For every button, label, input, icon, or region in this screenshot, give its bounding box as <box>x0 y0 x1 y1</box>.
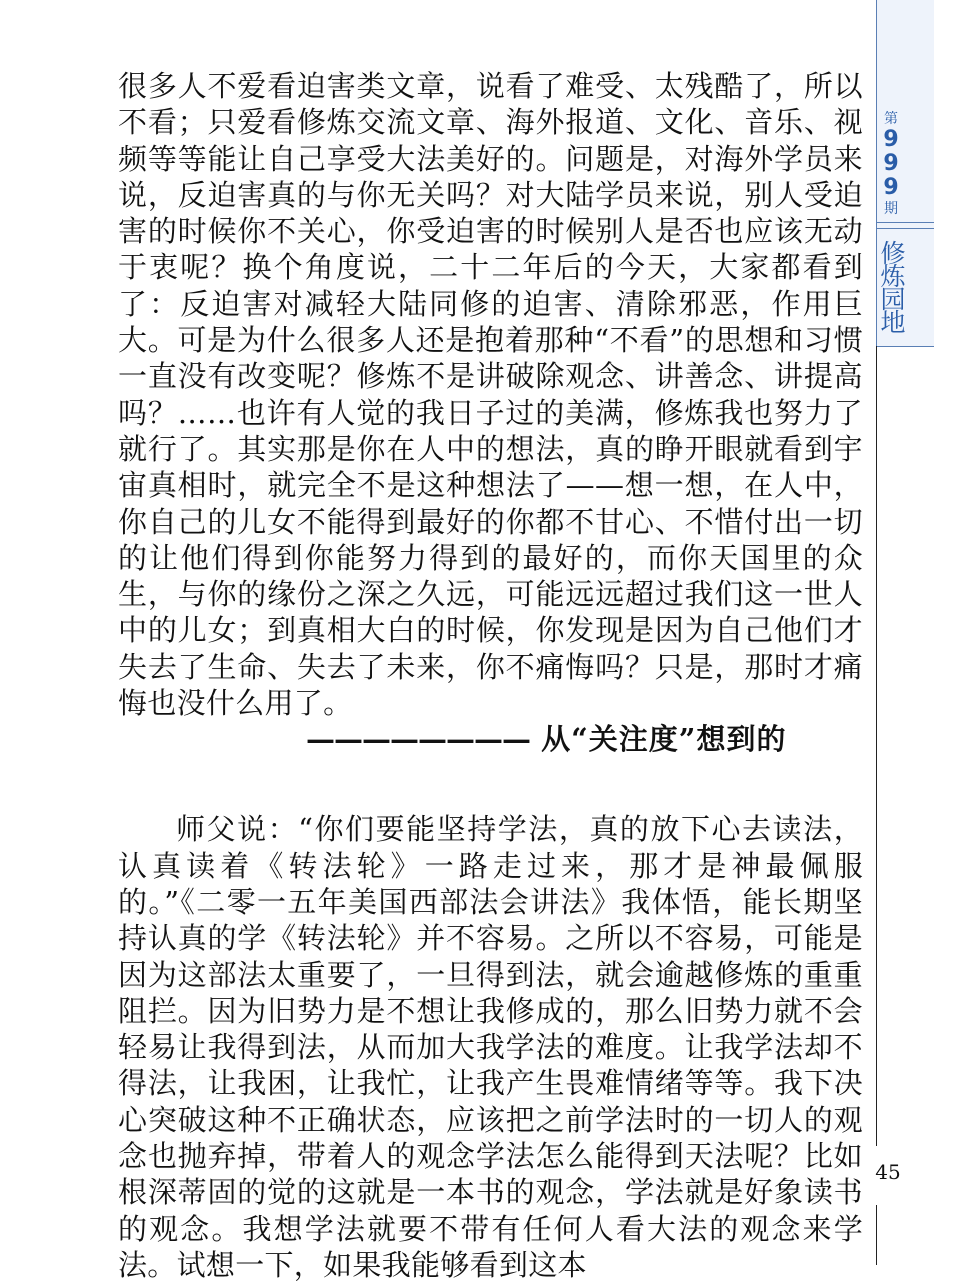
paragraph: 很多人不爱看迫害类文章，说看了难受、太残酷了，所以不看；只爱看修炼交流文章、海外报道、文化、音乐、视频等等能让自己享受大法美好的。问题是，对海外学员来说，反迫害真的与你无关吗？对大陆学员来说，别人受迫害的时候你不关心，你受迫害的时候别人是否也应该无动于衷呢？换个角度说，二十二年后的今天，大家都看到了：反迫害对减轻大陆同修的迫害、清除邪恶，作用巨大。可是为什么很多人还是抱着那种“不看”的思想和习惯一直没有改变呢？修炼不是讲破除观念、讲善念、讲提高吗？……也许有人觉的我日子过的美满，修炼我也努力了就行了。其实那是你在人中的想法，真的睁开眼就看到宇宙真相时，就完全不是这种想法了——想一想，在人中，你自己的儿女不能得到最好的你都不甘心、不惜付出一切的让他们得到你能努力得到的最好的，而你天国里的众生，与你的缘份之深之久远，可能远远超过我们这一世人中的儿女；到真相大白的时候，你发现是因为自己他们才失去了生命、失去了未来，你不痛悔吗？只是，那时才痛悔也没什么用了。 <box>118 69 863 721</box>
section-char: 地 <box>880 308 906 337</box>
section-char: 园 <box>880 285 906 314</box>
issue-digit: 9 <box>883 127 899 152</box>
section-char: 修 <box>880 239 906 268</box>
attribution-title: 从“关注度”想到的 <box>541 722 787 757</box>
sidebar-divider-2 <box>876 228 934 229</box>
issue-prefix: 第 <box>884 111 898 127</box>
issue-label <box>876 110 906 218</box>
attribution <box>118 721 863 769</box>
attribution-dash: ———————— <box>306 722 530 757</box>
section-title <box>880 239 906 337</box>
sidebar-divider-3 <box>876 346 934 347</box>
sidebar-divider-1 <box>876 222 934 223</box>
issue-suffix: 期 <box>884 201 898 217</box>
section-char: 炼 <box>880 262 906 291</box>
article-body <box>118 68 863 1283</box>
paragraph: 师父说：“你们要能坚持学法，真的放下心去读法，认真读着《转法轮》一路走过来，那才是神最佩服的。”《二零一五年美国西部法会讲法》我体悟，能长期坚持认真的学《转法轮》并不容易。之所以不容易，可能是因为这部法太重要了，一旦得到法，就会逾越修炼的重重阻拦。因为旧势力是不想让我修成的，那么旧势力就不会轻易让我得到法，从而加大我学法的难度。让我学法却不得法，让我困，让我忙，让我产生畏难情绪等等。我下决心突破这种不正确状态，应该把之前学法时的一切人的观念也抛弃掉，带着人的观念学法怎么能得到天法呢？比如根深蒂固的觉的这就是一本书的观念，学法就是好象读书的观念。我想学法就要不带有任何人看大法的观念来学法。试想一下，如果我能够看到这本 <box>118 812 863 1282</box>
issue-digit: 9 <box>883 175 899 200</box>
margin-rule <box>876 346 877 1146</box>
issue-digit: 9 <box>883 151 899 176</box>
page-number: 45 <box>875 1160 901 1184</box>
margin-rule-bottom <box>876 1205 877 1265</box>
